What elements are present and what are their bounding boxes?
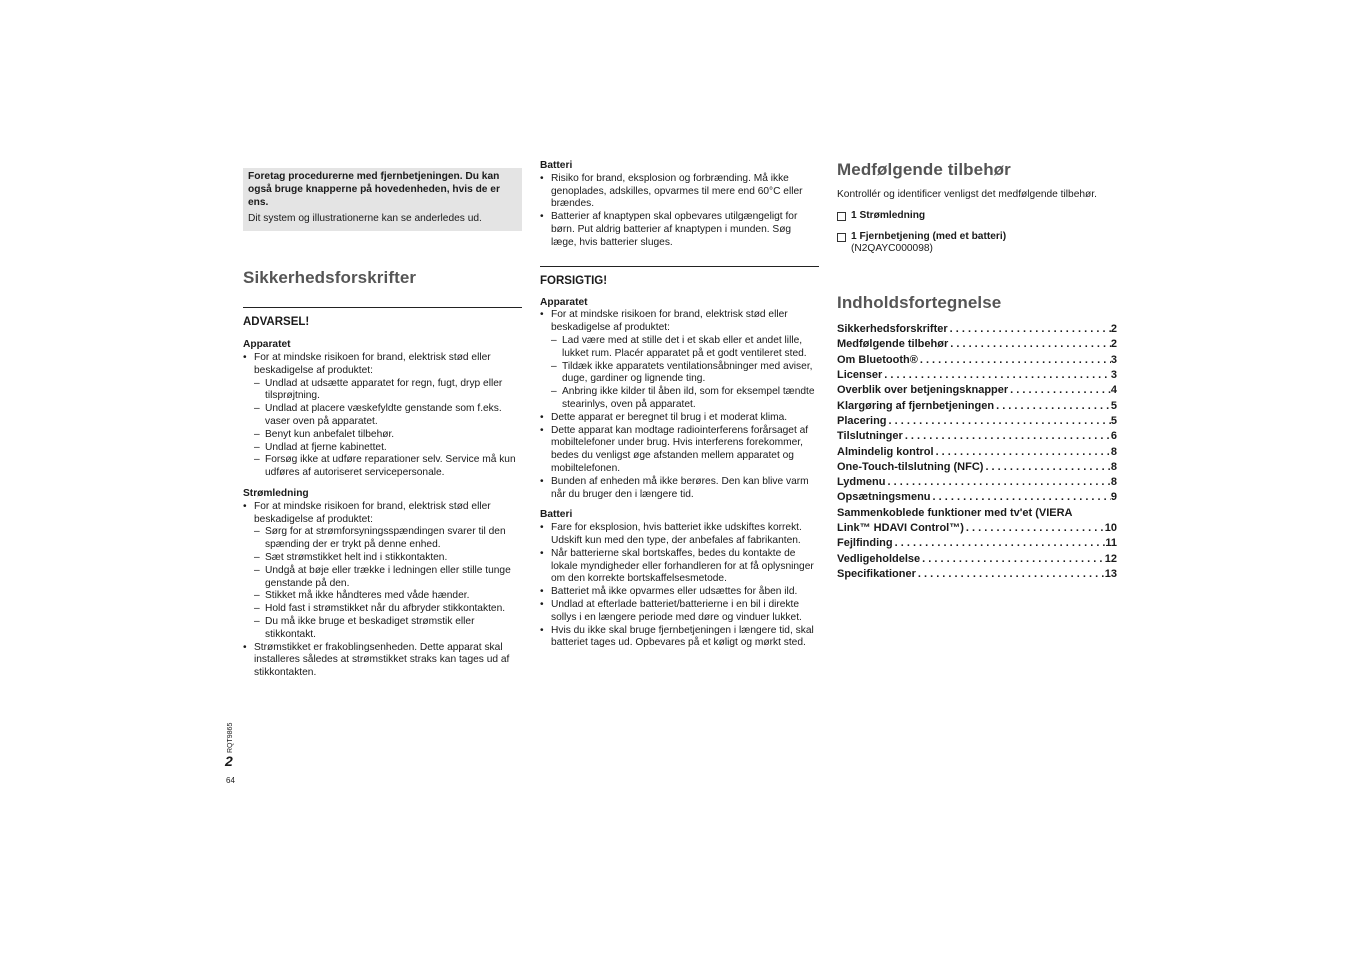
- apparatus-list: [243, 352, 522, 480]
- toc-label: Sikkerhedsforskrifter: [837, 323, 948, 336]
- toc-entry: [837, 490, 1117, 505]
- list-item: – Undlad at placere væskefyldte genstande som f.eks. vaser oven på apparatet.: [243, 403, 522, 429]
- list-item: • Dette apparat er beregnet til brug i et moderat klima.: [540, 412, 819, 425]
- toc-leader: [918, 353, 1111, 368]
- battery-heading: Batteri: [540, 160, 573, 171]
- accessories-intro: Kontrollér og identificer venligst det medfølgende tilbehør.: [837, 189, 1097, 200]
- toc-leader: [983, 460, 1110, 475]
- safety-title: Sikkerhedsforskrifter: [243, 268, 417, 288]
- toc-leader: [916, 567, 1105, 582]
- toc-entry: [837, 414, 1117, 429]
- battery-list: [540, 173, 819, 250]
- list-item: • Når batterierne skal bortskaffes, bedes du kontakte de lokale myndigheder eller forhandleren for at få oplysninger om den korrekte bortskaffelsesmetode.: [540, 548, 819, 586]
- toc-page: 5: [1110, 399, 1117, 412]
- toc-page: 8: [1110, 460, 1117, 473]
- toc-entry: [837, 383, 1117, 398]
- accessory-label: 1 Strømledning: [851, 209, 926, 221]
- checkbox-icon: [837, 212, 846, 221]
- list-item: • Strømstikket er frakoblingsenheden. Dette apparat skal installeres således at strømstikket straks kan tages ud af stikkontakten.: [243, 642, 522, 680]
- accessory-item-remote: [837, 231, 1117, 257]
- toc-label: Vedligeholdelse: [837, 552, 921, 565]
- power-cord-heading: Strømledning: [243, 487, 309, 499]
- toc-page: 2: [1110, 338, 1117, 351]
- toc-leader: [948, 322, 1111, 337]
- toc-entry: [837, 368, 1117, 383]
- toc-leader: [887, 414, 1111, 429]
- toc-label: Klargøring af fjernbetjeningen: [837, 399, 995, 412]
- list-item: • For at mindske risikoen for brand, elektrisk stød eller beskadigelse af produktet:: [243, 501, 522, 527]
- accessory-label: 1 Fjernbetjening (med et batteri): [851, 230, 1007, 242]
- toc-entry: [837, 460, 1117, 475]
- toc-entry: [837, 567, 1117, 582]
- toc-page: 8: [1110, 445, 1117, 458]
- toc-leader: [934, 445, 1111, 460]
- toc-entry: [837, 475, 1117, 490]
- toc-leader: [994, 399, 1111, 414]
- toc-page: 10: [1104, 522, 1117, 535]
- list-item: – Forsøg ikke at udføre reparationer selv. Service må kun udføres af autoriseret servicepersonale.: [243, 454, 522, 480]
- toc-entry: [837, 536, 1117, 551]
- notice-text: Dit system og illustrationerne kan se anderledes ud.: [248, 213, 482, 225]
- toc-leader: [931, 490, 1111, 505]
- list-item: – Anbring ikke kilder til åben ild, som for eksempel tændte stearinlys, oven på apparatet.: [540, 386, 819, 412]
- toc-label: Overblik over betjeningsknapper: [837, 384, 1009, 397]
- toc-label: Specifikationer: [837, 567, 916, 580]
- list-item: • Batterier af knaptypen skal opbevares utilgængeligt for børn. Put aldrig batterier af knaptypen i munden. Søg læge, hvis batterier sluges.: [540, 211, 819, 249]
- toc-leader: [920, 552, 1105, 567]
- toc-leader: [964, 521, 1105, 536]
- toc-label: Om Bluetooth®: [837, 353, 918, 366]
- apparatus-heading: Apparatet: [243, 339, 291, 351]
- list-item: – Lad være med at stille det i et skab eller et andet lille, lukket rum. Placér apparatet på et godt ventileret sted.: [540, 335, 819, 361]
- toc-label: Lydmenu: [837, 476, 886, 489]
- toc-leader: [1008, 383, 1111, 398]
- toc-leader: [903, 429, 1111, 444]
- toc-page: 5: [1110, 414, 1117, 427]
- list-item: • For at mindske risikoen for brand, elektrisk stød eller beskadigelse af produktet:: [243, 352, 522, 378]
- list-item: – Stikket må ikke håndteres med våde hænder.: [243, 590, 522, 603]
- list-item: • For at mindske risikoen for brand, elektrisk stød eller beskadigelse af produktet:: [540, 309, 819, 335]
- checkbox-icon: [837, 233, 846, 242]
- list-item: – Du må ikke bruge et beskadiget strømstik eller stikkontakt.: [243, 616, 522, 642]
- notice-box: [243, 168, 522, 231]
- toc-entry: [837, 429, 1117, 444]
- toc-page: 6: [1110, 430, 1117, 443]
- toc-page: 3: [1110, 369, 1117, 382]
- list-item: – Undlad at fjerne kabinettet.: [243, 442, 522, 455]
- sub-page-number: 64: [226, 776, 235, 785]
- list-item: • Undlad at efterlade batteriet/batterierne i en bil i direkte sollys i en længere periode med døre og vinduer lukket.: [540, 599, 819, 625]
- toc-leader: [948, 337, 1111, 352]
- warning-heading: ADVARSEL!: [243, 307, 522, 329]
- toc-leader: [882, 368, 1111, 383]
- list-item: – Benyt kun anbefalet tilbehør.: [243, 429, 522, 442]
- left-column: [243, 168, 522, 680]
- toc-label: Link™ HDAVI Control™): [837, 522, 964, 535]
- toc-label: Almindelig kontrol: [837, 445, 934, 458]
- toc-list: [837, 322, 1117, 582]
- toc-page: 4: [1110, 384, 1117, 397]
- list-item: • Hvis du ikke skal bruge fjernbetjeningen i længere tid, skal batteriet tages ud. Opbevares på et køligt og mørkt sted.: [540, 625, 819, 651]
- accessory-item-power-cord: [837, 210, 1117, 223]
- toc-label: Licenser: [837, 369, 883, 382]
- toc-page: 9: [1110, 491, 1117, 504]
- battery-heading-2: Batteri: [540, 509, 573, 521]
- toc-label: Tilslutninger: [837, 430, 903, 443]
- list-item: • Dette apparat kan modtage radiointerferens forårsaget af mobiltelefoner under brug. Hvis interferens forekommer, bedes du venligst øge afstanden mellem apparatet og mobiltelefonen.: [540, 425, 819, 476]
- toc-label: Medfølgende tilbehør: [837, 338, 949, 351]
- toc-entry: [837, 353, 1117, 368]
- accessory-code: (N2QAYC000098): [851, 243, 933, 255]
- toc-label: Placering: [837, 414, 887, 427]
- list-item: • Bunden af enheden må ikke berøres. Den kan blive varm når du bruger den i længere tid.: [540, 476, 819, 502]
- list-item: – Hold fast i strømstikket når du afbryder stikkontakten.: [243, 603, 522, 616]
- toc-entry: [837, 552, 1117, 567]
- accessories-title: Medfølgende tilbehør: [837, 160, 1011, 179]
- model-code: [226, 717, 236, 753]
- list-item: – Undgå at bøje eller trække i ledningen eller stille tunge genstande på den.: [243, 565, 522, 591]
- list-item: • Fare for eksplosion, hvis batteriet ikke udskiftes korrekt. Udskift kun med den type, der anbefales af fabrikanten.: [540, 522, 819, 548]
- list-item: – Sørg for at strømforsyningsspændingen svarer til den spænding der er trykt på denne enhed.: [243, 526, 522, 552]
- toc-entry: [837, 521, 1117, 536]
- toc-entry: [837, 322, 1117, 337]
- toc-title: Indholdsfortegnelse: [837, 293, 1002, 313]
- toc-page: 11: [1105, 537, 1117, 550]
- toc-label: One-Touch-tilslutning (NFC): [837, 460, 984, 473]
- middle-column: [540, 160, 819, 650]
- toc-leader: [886, 475, 1111, 490]
- toc-page: 2: [1110, 323, 1117, 336]
- toc-page: 13: [1104, 567, 1117, 580]
- toc-page: 3: [1110, 353, 1117, 366]
- page-number: 2: [225, 753, 233, 769]
- toc-leader: [893, 536, 1106, 551]
- toc-entry: [837, 445, 1117, 460]
- notice-bold-text: Foretag procedurerne med fjernbetjeningen. Du kan også bruge knapperne på hovedenheden, hvis de er ens.: [248, 171, 500, 208]
- list-item: – Tildæk ikke apparatets ventilationsåbninger med aviser, duge, gardiner og lignende ting.: [540, 361, 819, 387]
- toc-entry: [837, 399, 1117, 414]
- apparatus-heading-2: Apparatet: [540, 296, 588, 308]
- power-cord-list: [243, 501, 522, 680]
- list-item: • Risiko for brand, eksplosion og forbrænding. Må ikke genoplades, adskilles, opvarmes til mere end 60°C eller brændes.: [540, 173, 819, 211]
- toc-label: Fejlfinding: [837, 537, 893, 550]
- list-item: • Batteriet må ikke opvarmes eller udsættes for åben ild.: [540, 586, 819, 599]
- caution-heading: FORSIGTIG!: [540, 266, 819, 288]
- model-code-text: RQT9865: [227, 722, 234, 753]
- toc-entry: [837, 337, 1117, 352]
- apparatus-list-2: [540, 309, 819, 501]
- toc-page: 12: [1104, 552, 1117, 565]
- list-item: – Undlad at udsætte apparatet for regn, fugt, dryp eller tilsprøjtning.: [243, 378, 522, 404]
- toc-entry-line: Sammenkoblede funktioner med tv'et (VIERA: [837, 506, 1073, 519]
- battery-list-2: [540, 522, 819, 650]
- list-item: – Sæt strømstikket helt ind i stikkontakten.: [243, 552, 522, 565]
- toc-label: Opsætningsmenu: [837, 491, 931, 504]
- right-column: [837, 160, 1117, 582]
- toc-page: 8: [1110, 476, 1117, 489]
